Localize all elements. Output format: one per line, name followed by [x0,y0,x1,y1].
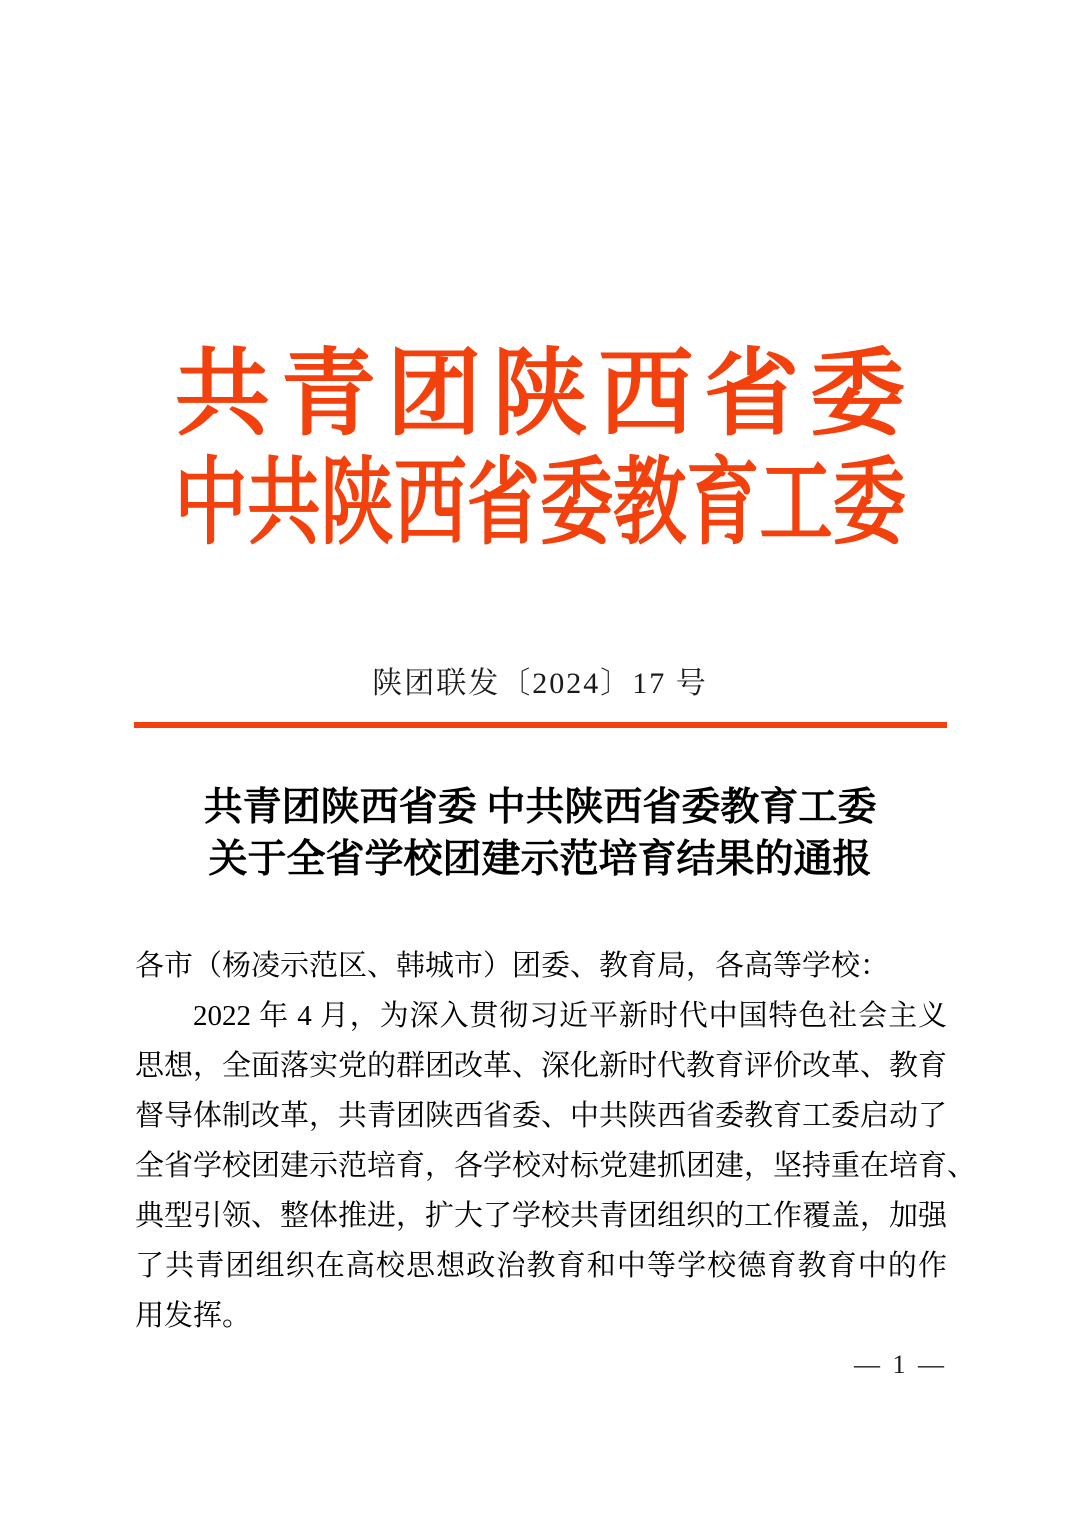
body-line: 督导体制改革，共青团陕西省委、中共陕西省委教育工委启动了 [135,1100,948,1132]
document-title-line-2: 关于全省学校团建示范培育结果的通报 [208,838,872,881]
body-line: 典型引领、整体推进，扩大了学校共青团组织的工作覆盖，加强 [135,1200,948,1232]
red-divider-line [134,722,947,728]
letterhead-org-name-2: 中共陕西省委教育工委 [174,450,906,556]
body-line: 了共青团组织在高校思想政治教育和中等学校德育教育中的作 [135,1250,947,1282]
body-line-salutation: 各市（杨凌示范区、韩城市）团委、教育局，各高等学校： [135,950,890,982]
body-line: 思想，全面落实党的群团改革、深化新时代教育评价改革、教育 [135,1050,948,1082]
body-line: 2022 年 4 月，为深入贯彻习近平新时代中国特色社会主义 [193,1000,947,1032]
document-body [135,941,977,1341]
body-line-last: 用发挥。 [135,1300,252,1332]
document-title-line-1: 共青团陕西省委 中共陕西省委教育工委 [203,786,877,829]
letterhead-org-name-1: 共青团陕西省委 [175,341,905,447]
letterhead-org-name-2-wrap [0,452,1080,554]
page-number: — 1 — [854,1350,947,1379]
document-title [0,782,1080,886]
body-line: 全省学校团建示范培育，各学校对标党建抓团建，坚持重在培育、 [135,1150,977,1182]
document-number: 陕团联发〔2024〕17 号 [372,667,708,700]
